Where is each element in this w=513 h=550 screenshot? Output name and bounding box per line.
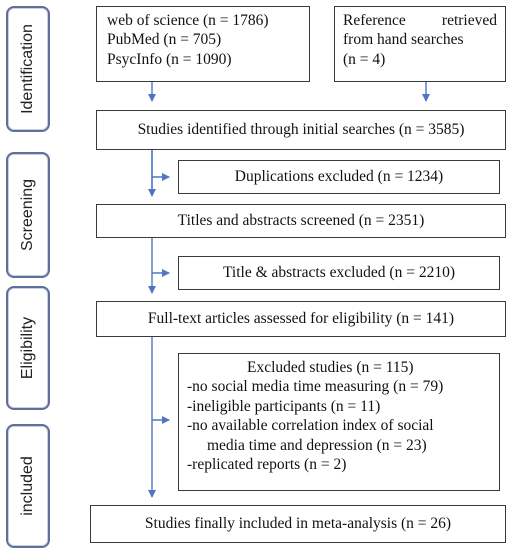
phase-screening-label: Screening	[19, 178, 37, 252]
excluded-reason: -no available correlation index of social	[187, 417, 434, 435]
excluded-reason: -replicated reports (n = 2)	[187, 455, 347, 473]
excluded-reason: -ineligible participants (n = 11)	[187, 397, 381, 415]
duplications-excluded-text: Duplications excluded (n = 1234)	[234, 168, 444, 186]
phase-included-label: included	[19, 456, 37, 516]
excluded-reason: media time and depression (n = 23)	[207, 436, 427, 454]
excluded-reason: -no social media time measuring (n = 79)	[187, 378, 444, 396]
phase-identification-label: Identification	[19, 24, 36, 114]
database-psycinfo: PsycInfo (n = 1090)	[107, 50, 232, 68]
database-pubmed: PubMed (n = 705)	[107, 31, 222, 49]
excluded-studies-heading: Excluded studies (n = 115)	[247, 359, 414, 376]
title-abstract-excluded-text: Title & abstracts excluded (n = 2210)	[222, 264, 455, 282]
hand-search-line-2: from hand searches	[343, 31, 464, 49]
database-web-of-science: web of science (n = 1786)	[107, 12, 269, 29]
hand-search-line-1: Reference retrieved	[343, 12, 497, 29]
fulltext-assessed-text: Full-text articles assessed for eligibility (n = 141)	[147, 310, 455, 328]
hand-search-line-3: (n = 4)	[343, 50, 386, 68]
phase-eligibility-label: Eligibility	[19, 316, 36, 380]
included-final-text: Studies finally included in meta-analysis (n = 26)	[144, 515, 452, 533]
identified-text: Studies identified through initial searches (n = 3585)	[137, 121, 465, 139]
screened-text: Titles and abstracts screened (n = 2351)	[177, 212, 425, 230]
